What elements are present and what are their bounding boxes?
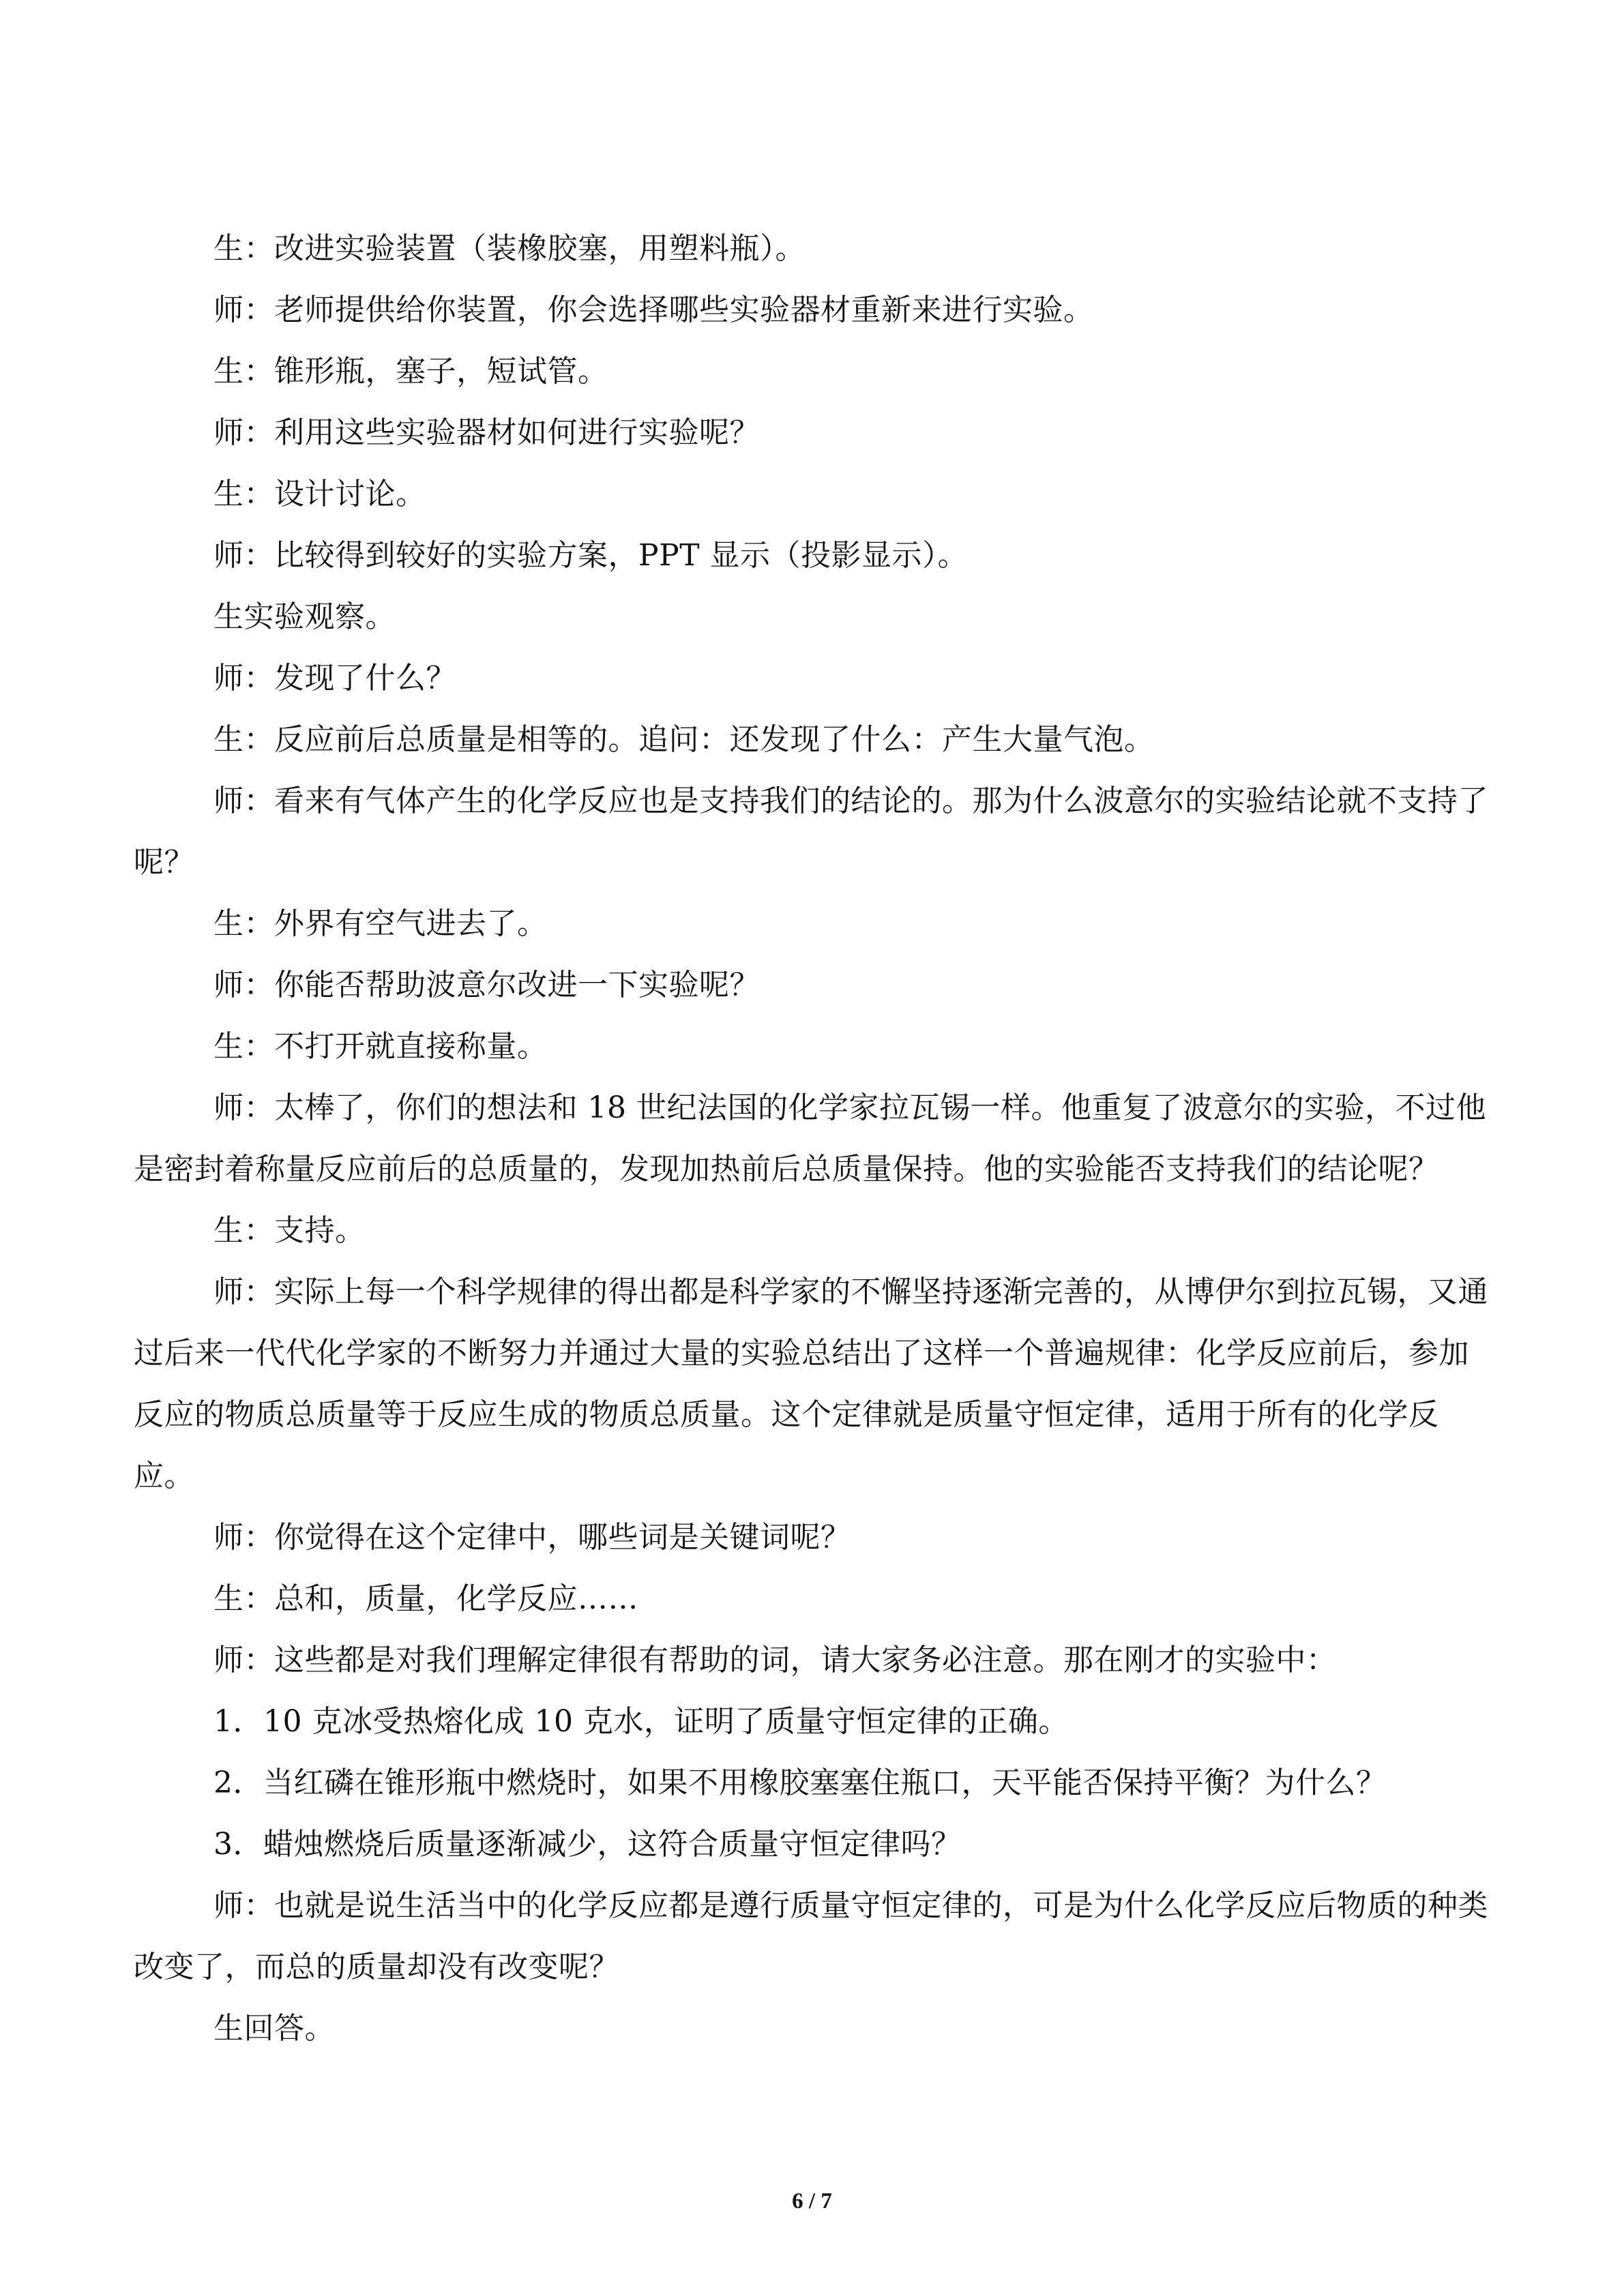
numbered-question: 3．蜡烛燃烧后质量逐渐减少，这符合质量守恒定律吗？: [213, 1827, 962, 1862]
paragraph: 师：这些都是对我们理解定律很有帮助的词，请大家务必注意。那在刚才的实验中：: [213, 1643, 1337, 1678]
paragraph: 师：利用这些实验器材如何进行实验呢？: [213, 415, 760, 450]
paragraph: 生回答。: [213, 2011, 335, 2046]
paragraph: 生：总和，质量，化学反应……: [213, 1581, 638, 1616]
paragraph: 生：反应前后总质量是相等的。追问：还发现了什么：产生大量气泡。: [213, 722, 1155, 757]
paragraph: 师：也就是说生活当中的化学反应都是遵行质量守恒定律的，可是为什么化学反应后物质的种类改变了，而总的质量却没有改变呢？: [134, 1888, 1488, 1984]
paragraph: 生：外界有空气进去了。: [213, 906, 548, 941]
paragraph: 生：设计讨论。: [213, 477, 426, 511]
paragraph: 师：你觉得在这个定律中，哪些词是关键词呢？: [213, 1520, 851, 1555]
paragraph: 师：比较得到较好的实验方案，PPT 显示（投影显示）。: [213, 538, 969, 573]
paragraph: 师：实际上每一个科学规律的得出都是科学家的不懈坚持逐渐完善的，从博伊尔到拉瓦锡，又通过后来一代代化学家的不断努力并通过大量的实验总结出了这样一个普遍规律：化学反应前后，参加反应的物质总质量等于反应生成的物质总质量。这个定律就是质量守恒定律，适用于所有的化学反应。: [134, 1274, 1488, 1493]
paragraph: 生：不打开就直接称量。: [213, 1029, 548, 1064]
paragraph: 师：你能否帮助波意尔改进一下实验呢？: [213, 968, 760, 1002]
numbered-question: 2．当红磷在锥形瓶中燃烧时，如果不用橡胶塞塞住瓶口，天平能否保持平衡？为什么？: [213, 1765, 1387, 1800]
paragraph: 师：发现了什么？: [213, 661, 456, 696]
paragraph: 生实验观察。: [213, 599, 396, 634]
paragraph: 生：支持。: [213, 1213, 366, 1248]
paragraph: 生：锥形瓶，塞子，短试管。: [213, 354, 608, 389]
paragraph: 师：老师提供给你装置，你会选择哪些实验器材重新来进行实验。: [213, 293, 1094, 327]
numbered-question: 1．10 克冰受热熔化成 10 克水，证明了质量守恒定律的正确。: [213, 1704, 1069, 1739]
paragraph: 师：太棒了，你们的想法和 18 世纪法国的化学家拉瓦锡一样。他重复了波意尔的实验，不过他是密封着称量反应前后的总质量的，发现加热前后总质量保持。他的实验能否支持我们的结论呢？: [134, 1090, 1486, 1187]
paragraph: 生：改进实验装置（装橡胶塞，用塑料瓶）。: [213, 231, 806, 266]
document-body: [134, 218, 1491, 2059]
paragraph: 师：看来有气体产生的化学反应也是支持我们的结论的。那为什么波意尔的实验结论就不支持了呢？: [134, 784, 1488, 880]
page-number: 6 / 7: [792, 2189, 832, 2213]
